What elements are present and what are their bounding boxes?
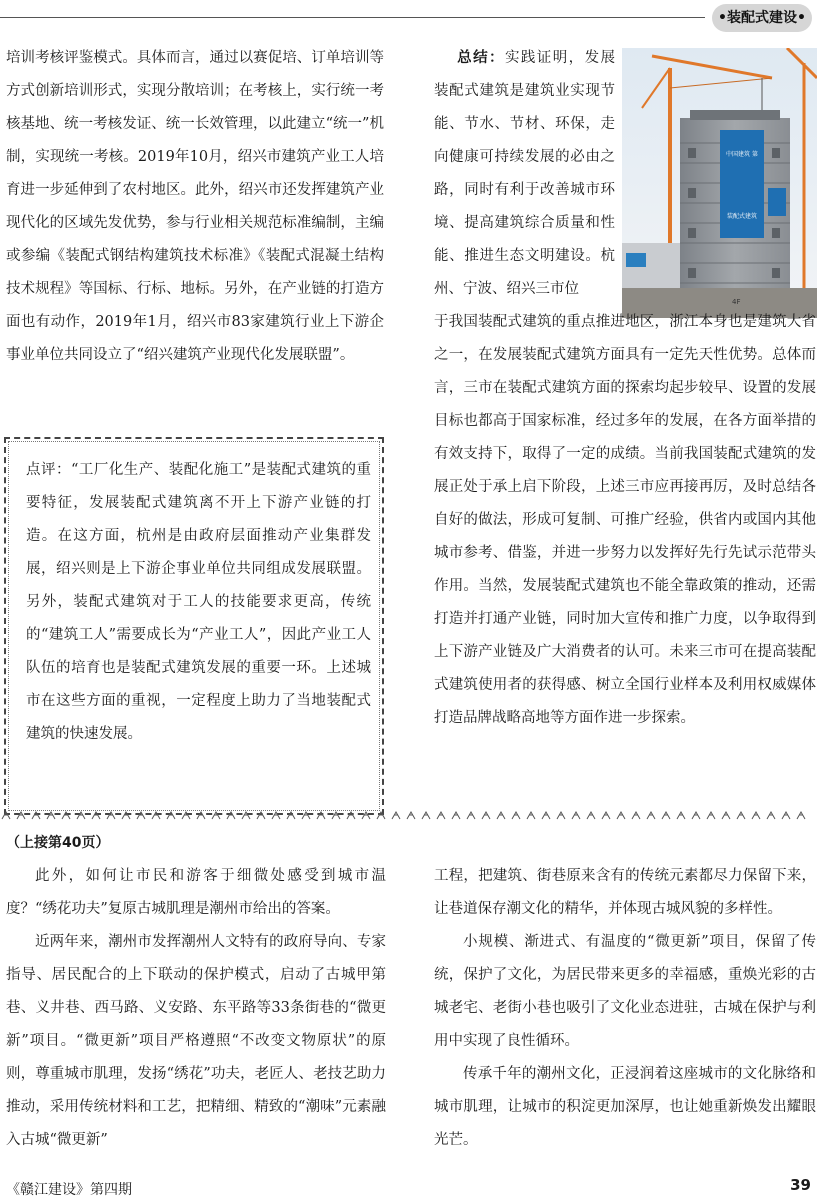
paragraph: 此外，如何让市民和游客于细微处感受到城市温度？“绣花功夫”复原古城肌理是潮州市给出的答案。 bbox=[6, 868, 386, 917]
paragraph: 培训考核评鉴模式。具体而言，通过以赛促培、订单培训等方式创新培训形式，实现分散培训；在考核上，实行统一考核基地、统一考核发证、统一长效管理，以此建立“统一”机制，实现统一考核。2019年10月，绍兴市建筑产业工人培育进一步延伸到了农村地区。此外，绍兴市还发挥建筑产业现代化的区域先发优势，参与行业相关规范标准编制，主编或参编《装配式钢结构建筑技术标准》《装配式混凝土结构技术规程》等国标、行标、地标。另外，在产业链的打造方面也有动作，2019年1月，绍兴市83家建筑行业上下游企事业单位共同设立了“绍兴建筑产业现代化发展联盟”。 bbox=[6, 50, 384, 363]
left-column-text bbox=[6, 42, 384, 372]
comment-text: 点评：“工厂化生产、装配化施工”是装配式建筑的重要特征，发展装配式建筑离不开上下游产业链的打造。在这方面，杭州是由政府层面推动产业集群发展，绍兴则是上下游企事业单位共同组成发展联盟。另外，装配式建筑对于工人的技能要求更高，传统的“建筑工人”需要成长为“产业工人”，因此产业工人队伍的培育也是装配式建筑发展的重要一环。上述城市在这些方面的重视，一定程度上助力了当地装配式建筑的快速发展。 bbox=[26, 462, 371, 742]
summary-text-continued: 于我国装配式建筑的重点推进地区，浙江本身也是建筑大省之一，在发展装配式建筑方面具有一定先天性优势。总体而言，三市在装配式建筑方面的探索均起步较早、设置的发展目标也都高于国家标准，经过多年的发展，在各方面举措的有效支持下，取得了一定的成绩。当前我国装配式建筑的发展正处于承上启下阶段，上述三市应再接再厉，及时总结各自好的做法，形成可复制、可推广经验，供省内或国内其他城市参考、借鉴，并进一步努力以发挥好先行先试示范带头作用。当然，发展装配式建筑也不能全靠政策的推动，还需打造并打通产业链，同时加大宣传和推广力度，以争取得到上下游产业链及广大消费者的认可。未来三市可在提高装配式建筑使用者的获得感、树立全国行业样本及利用权威媒体打造品牌战略高地等方面作进一步探索。 bbox=[434, 314, 816, 726]
divider-ornament bbox=[0, 809, 817, 822]
summary-text: 实践证明，发展装配式建筑是建筑业实现节能、节水、节材、环保，走向健康可持续发展的必由之路，同时有利于改善城市环境、提高建筑综合质量和性能、推进生态文明建设。杭州、宁波、绍兴三市位 bbox=[434, 50, 616, 297]
bottom-left-column bbox=[6, 860, 386, 1157]
paragraph: 工程，把建筑、街巷原来含有的传统元素都尽力保留下来，让巷道保存潮文化的精华，并体现古城风貌的多样性。 bbox=[434, 868, 816, 917]
paragraph: 近两年来，潮州市发挥潮州人文特有的政府导向、专家指导、居民配合的上下联动的保护模式，启动了古城甲第巷、义井巷、西马路、义安路、东平路等33条街巷的“微更新”项目。“微更新”项目严格遵照“不改变文物原状”的原则，尊重城市肌理，发扬“绣花”功夫，老匠人、老技艺助力推动，采用传统材料和工艺，把精细、精致的“潮味”元素融入古城“微更新” bbox=[6, 934, 386, 1148]
floor-mark: 4F bbox=[732, 298, 741, 306]
paragraph: 传承千年的潮州文化，正浸润着这座城市的文化脉络和城市肌理，让城市的积淀更加深厚，也让她重新焕发出耀眼光芒。 bbox=[434, 1066, 816, 1148]
section-tag: •装配式建设• bbox=[712, 4, 812, 32]
decorative-divider bbox=[0, 808, 817, 822]
header-rule bbox=[0, 17, 705, 18]
comment-box bbox=[4, 437, 384, 815]
page-number: 39 bbox=[790, 1176, 811, 1194]
building-photo bbox=[622, 48, 817, 318]
summary-text-top bbox=[434, 42, 615, 306]
summary-text-bottom bbox=[434, 306, 816, 735]
bottom-right-column bbox=[434, 860, 816, 1157]
continued-from-label: （上接第40页） bbox=[6, 835, 110, 851]
building-sign-bottom: 装配式建筑 bbox=[726, 213, 758, 220]
building-sign-top: 中国建筑 第 bbox=[726, 151, 758, 158]
journal-name: 《赣江建设》第四期 bbox=[6, 1182, 132, 1198]
construction-site-image bbox=[622, 48, 817, 318]
summary-label: 总结： bbox=[455, 50, 505, 66]
paragraph: 小规模、渐进式、有温度的“微更新”项目，保留了传统，保护了文化，为居民带来更多的幸福感，重焕光彩的古城老宅、老街小巷也吸引了文化业态进驻，古城在保护与利用中实现了良性循环。 bbox=[434, 934, 816, 1049]
